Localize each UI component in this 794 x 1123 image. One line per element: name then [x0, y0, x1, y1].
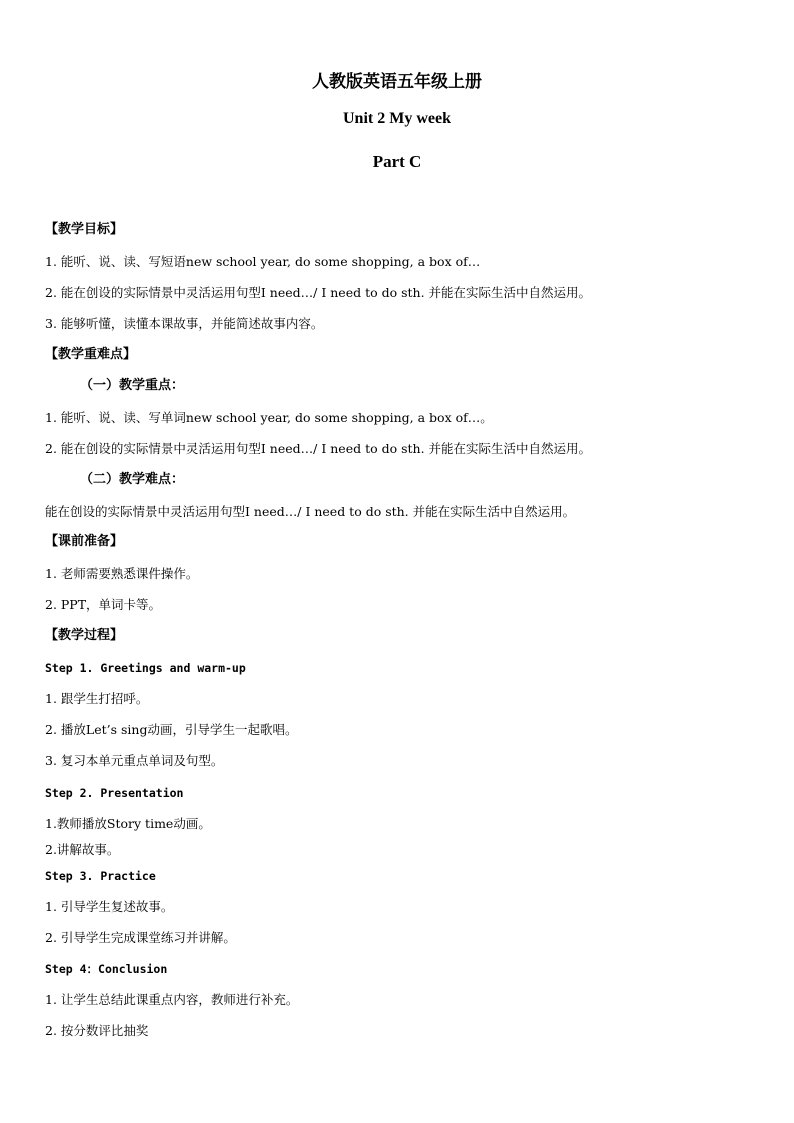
step-4-item-2: 2. 按分数评比抽奖 — [45, 1023, 149, 1038]
goals-heading: 【教学目标】 — [45, 222, 124, 237]
step-3-item-2: 2. 引导学生完成课堂练习并讲解。 — [45, 930, 236, 945]
step-4-item-1: 1. 让学生总结此课重点内容，教师进行补充。 — [45, 992, 299, 1007]
step-2-item-2: 2.讲解故事。 — [45, 842, 120, 857]
key-points-heading: 【教学重难点】 — [45, 347, 137, 362]
unit-title: Unit 2 My week — [343, 110, 451, 127]
difficulty-heading: （二）教学难点： — [80, 472, 185, 487]
step-2-item-1: 1.教师播放Story time动画。 — [45, 816, 211, 831]
step-1-title: Step 1. Greetings and warm-up — [45, 661, 246, 675]
step-3-title: Step 3. Practice — [45, 869, 156, 883]
process-heading: 【教学过程】 — [45, 628, 124, 643]
step-1-item-3: 3. 复习本单元重点单词及句型。 — [45, 753, 224, 768]
goal-item-2: 2. 能在创设的实际情景中灵活运用句型I need…/ I need to do sth. 并能在实际生活中自然运用。 — [45, 285, 592, 300]
goal-item-3: 3. 能够听懂，读懂本课故事，并能简述故事内容。 — [45, 316, 324, 331]
focus-item-1: 1. 能听、说、读、写单词new school year, do some shopping, a box of…。 — [45, 410, 493, 425]
step-4-title: Step 4：Conclusion — [45, 962, 168, 976]
focus-item-2: 2. 能在创设的实际情景中灵活运用句型I need…/ I need to do sth. 并能在实际生活中自然运用。 — [45, 441, 592, 456]
document-title: 人教版英语五年级上册 — [312, 72, 482, 92]
step-1-item-1: 1. 跟学生打招呼。 — [45, 691, 149, 706]
difficulty-text: 能在创设的实际情景中灵活运用句型I need…/ I need to do sth. 并能在实际生活中自然运用。 — [45, 504, 576, 519]
goal-item-1: 1. 能听、说、读、写短语new school year, do some shopping, a box of… — [45, 254, 481, 269]
step-1-item-2: 2. 播放Let’s sing动画，引导学生一起歌唱。 — [45, 722, 298, 737]
step-3-item-1: 1. 引导学生复述故事。 — [45, 899, 174, 914]
preparation-heading: 【课前准备】 — [45, 534, 124, 549]
preparation-item-2: 2. PPT，单词卡等。 — [45, 597, 162, 612]
part-title: Part C — [372, 152, 422, 171]
step-2-title: Step 2. Presentation — [45, 786, 184, 800]
preparation-item-1: 1. 老师需要熟悉课件操作。 — [45, 566, 199, 581]
focus-heading: （一）教学重点： — [80, 378, 185, 393]
